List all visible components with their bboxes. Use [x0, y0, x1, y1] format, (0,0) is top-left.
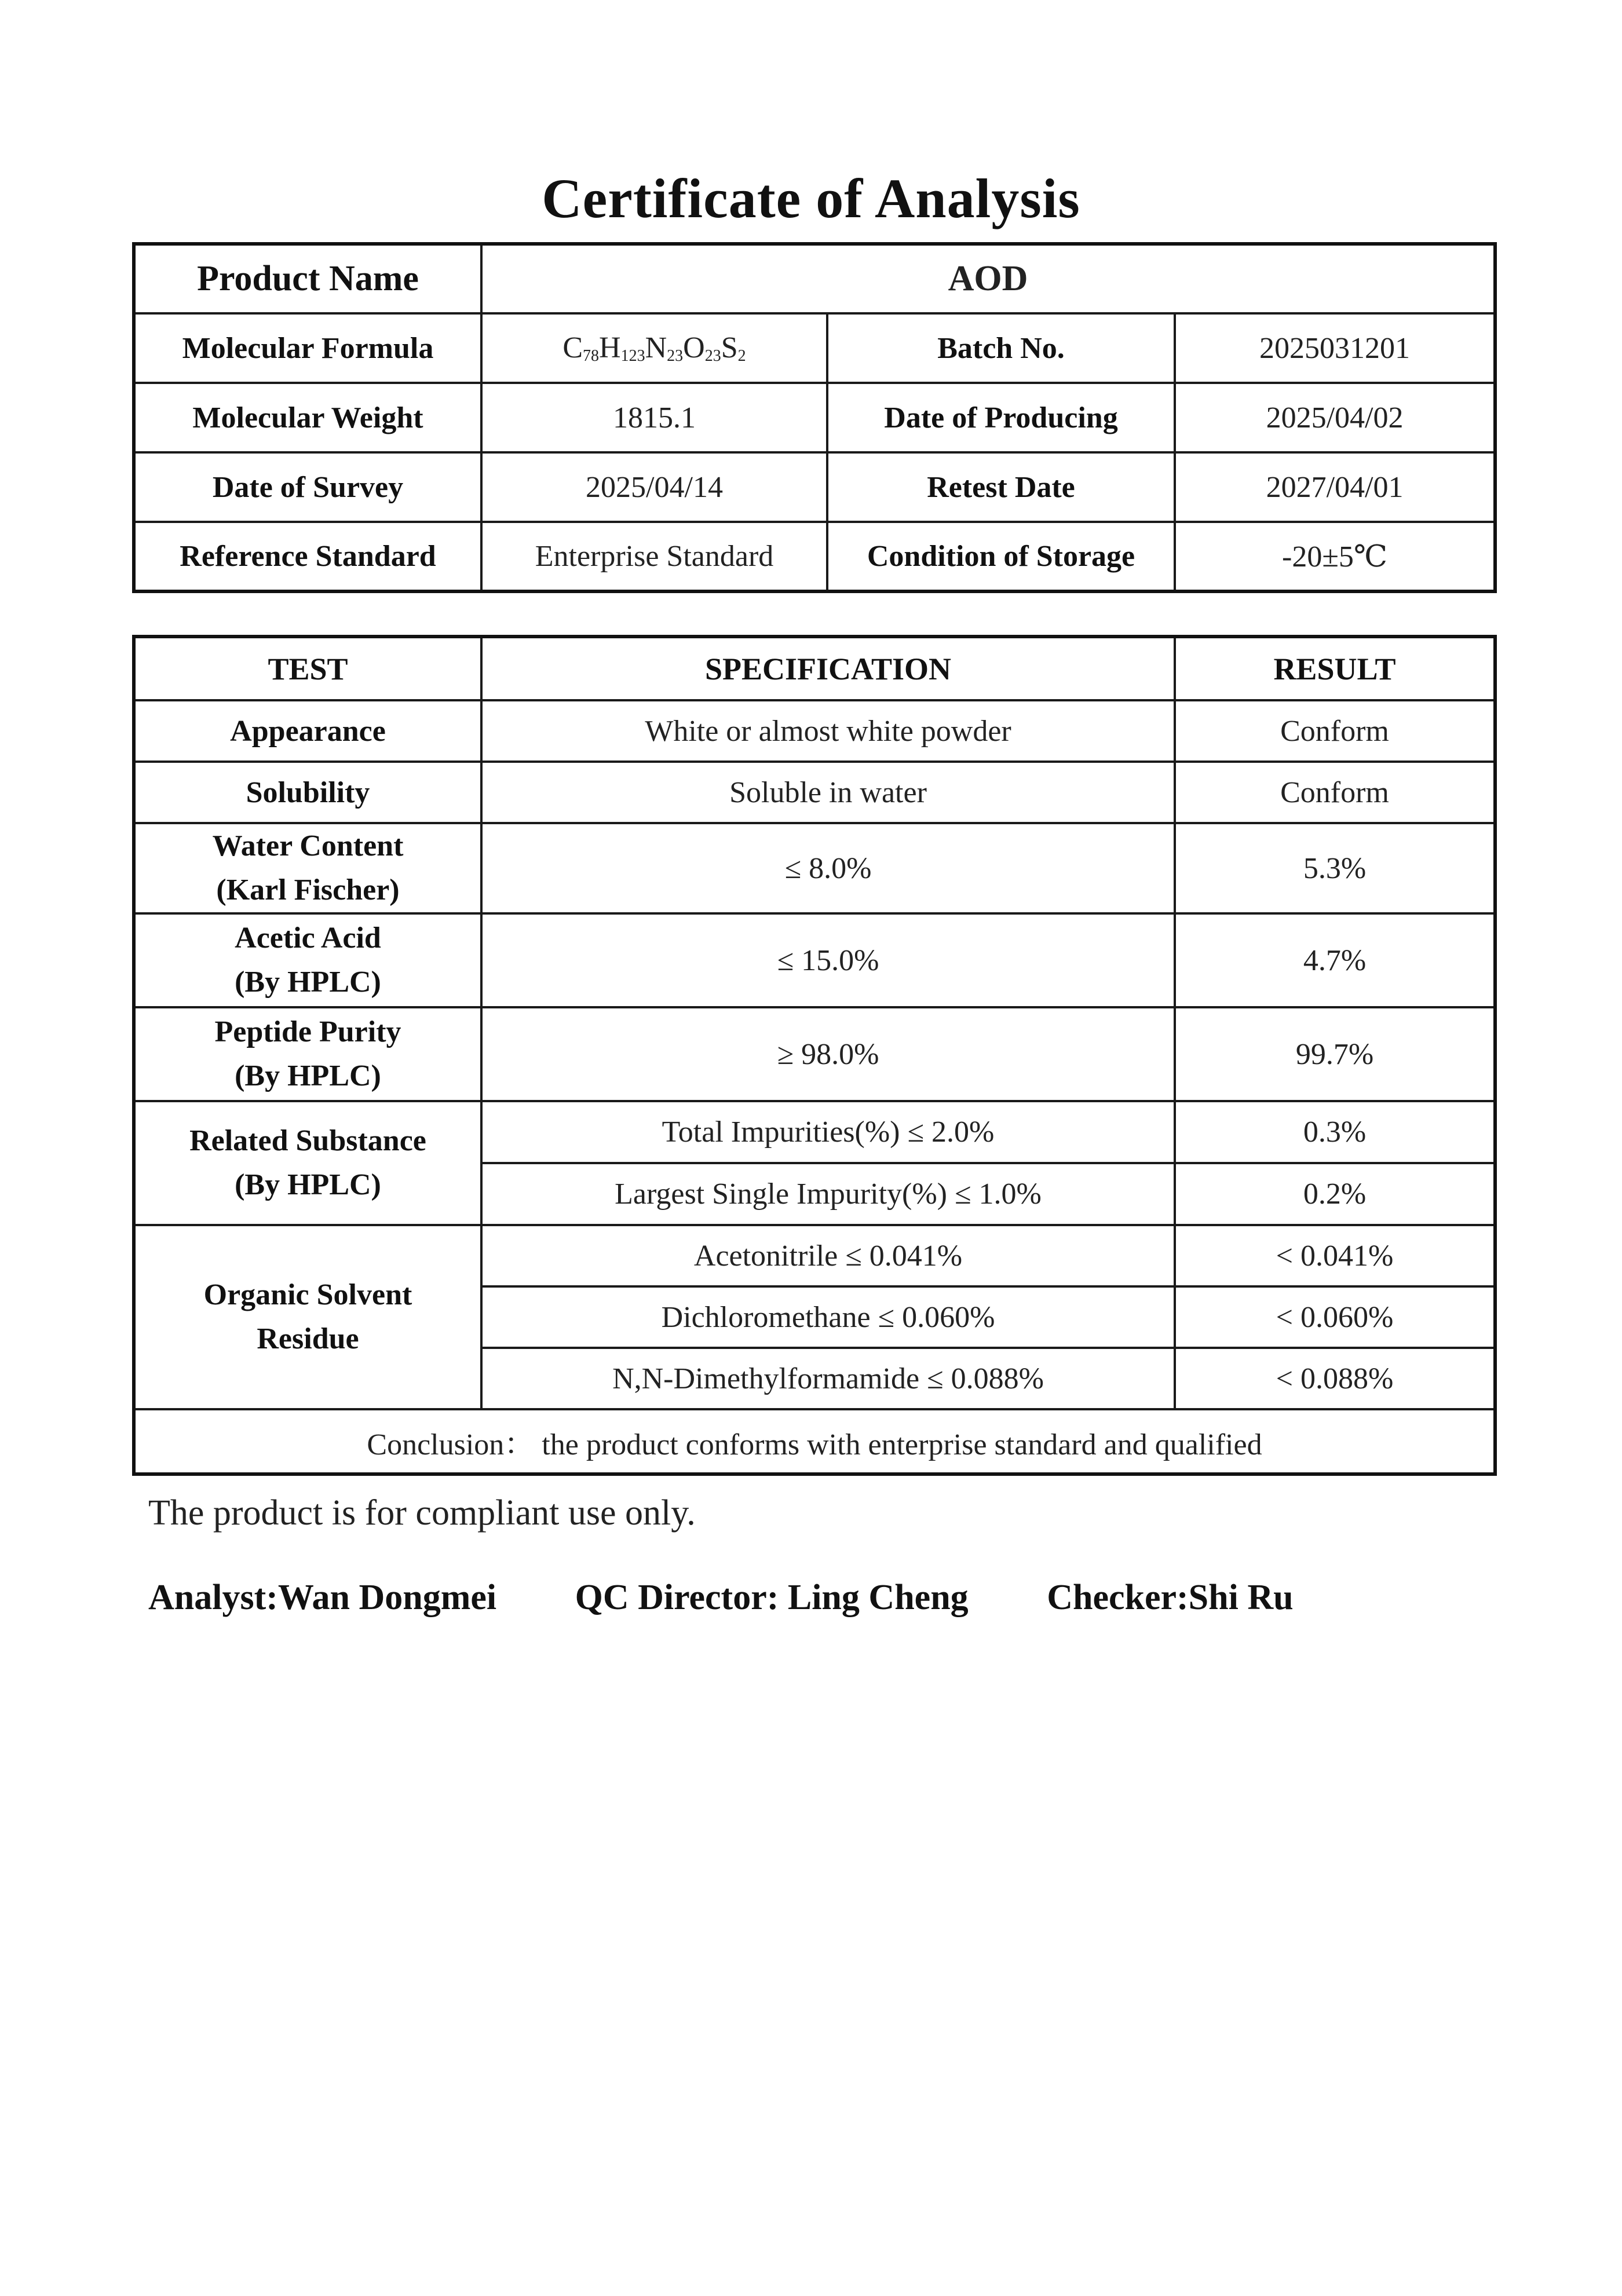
- peptide-purity-test: Peptide Purity (By HPLC): [134, 1007, 481, 1101]
- water-content-spec: ≤ 8.0%: [481, 823, 1175, 913]
- peptide-purity-spec: ≥ 98.0%: [481, 1007, 1175, 1101]
- molecular-weight-label: Molecular Weight: [134, 383, 481, 452]
- compliance-note: The product is for compliant use only.: [148, 1493, 696, 1533]
- table-row: [134, 700, 1495, 762]
- info-row: [134, 313, 1495, 383]
- page-title: Certificate of Analysis: [542, 167, 1080, 229]
- dichloromethane-result: < 0.060%: [1175, 1286, 1495, 1348]
- reference-standard-label: Reference Standard: [134, 522, 481, 591]
- test-column-header: TEST: [134, 637, 481, 700]
- retest-date-value: 2027/04/01: [1175, 452, 1495, 522]
- acetic-acid-spec: ≤ 15.0%: [481, 913, 1175, 1007]
- storage-condition-label: Condition of Storage: [827, 522, 1175, 591]
- date-of-producing-label: Date of Producing: [827, 383, 1175, 452]
- solubility-spec: Soluble in water: [481, 762, 1175, 823]
- checker-signature: Checker:Shi Ru: [1047, 1578, 1294, 1617]
- retest-date-label: Retest Date: [827, 452, 1175, 522]
- conclusion-row: [134, 1409, 1495, 1474]
- organic-solvent-test: Organic Solvent Residue: [134, 1225, 481, 1409]
- solubility-test: Solubility: [134, 762, 481, 823]
- info-row: [134, 452, 1495, 522]
- table-row: [134, 762, 1495, 823]
- table-row: [134, 1225, 1495, 1286]
- appearance-result: Conform: [1175, 700, 1495, 762]
- acetic-acid-result: 4.7%: [1175, 913, 1495, 1007]
- test-results-table: [132, 635, 1497, 1476]
- appearance-test: Appearance: [134, 700, 481, 762]
- reference-standard-value: Enterprise Standard: [481, 522, 827, 591]
- largest-single-impurity-result: 0.2%: [1175, 1163, 1495, 1225]
- related-substance-test: Related Substance (By HPLC): [134, 1101, 481, 1225]
- molecular-formula-value: $C_{78}H_{123}N_{23}O_{23}S_2$: [481, 313, 827, 383]
- total-impurities-spec: Total Impurities(%) ≤ 2.0%: [481, 1101, 1175, 1163]
- total-impurities-result: 0.3%: [1175, 1101, 1495, 1163]
- batch-no-label: Batch No.: [827, 313, 1175, 383]
- test-header-row: [134, 637, 1495, 700]
- dichloromethane-spec: Dichloromethane ≤ 0.060%: [481, 1286, 1175, 1348]
- solubility-result: Conform: [1175, 762, 1495, 823]
- specification-column-header: SPECIFICATION: [481, 637, 1175, 700]
- date-of-survey-value: 2025/04/14: [481, 452, 827, 522]
- product-name-label: Product Name: [134, 244, 481, 313]
- appearance-spec: White or almost white powder: [481, 700, 1175, 762]
- water-content-test: Water Content (Karl Fischer): [134, 823, 481, 913]
- table-row: [134, 1101, 1495, 1163]
- dimethylformamide-spec: N,N-Dimethylformamide ≤ 0.088%: [481, 1348, 1175, 1409]
- molecular-formula-label: Molecular Formula: [134, 313, 481, 383]
- acetonitrile-result: < 0.041%: [1175, 1225, 1495, 1286]
- qc-director-signature: QC Director: Ling Cheng: [575, 1578, 969, 1617]
- product-info-table: [132, 242, 1497, 593]
- signature-line: [148, 1574, 1481, 1621]
- product-name-value: AOD: [481, 244, 1495, 313]
- molecular-weight-value: 1815.1: [481, 383, 827, 452]
- table-row: [134, 1007, 1495, 1101]
- storage-condition-value: -20±5℃: [1175, 522, 1495, 591]
- date-of-producing-value: 2025/04/02: [1175, 383, 1495, 452]
- water-content-result: 5.3%: [1175, 823, 1495, 913]
- conclusion-text: Conclusion： the product conforms with enterprise standard and qualified: [134, 1409, 1495, 1474]
- dimethylformamide-result: < 0.088%: [1175, 1348, 1495, 1409]
- acetic-acid-test: Acetic Acid (By HPLC): [134, 913, 481, 1007]
- info-row: [134, 522, 1495, 591]
- peptide-purity-result: 99.7%: [1175, 1007, 1495, 1101]
- batch-no-value: 2025031201: [1175, 313, 1495, 383]
- date-of-survey-label: Date of Survey: [134, 452, 481, 522]
- table-row: [134, 823, 1495, 913]
- result-column-header: RESULT: [1175, 637, 1495, 700]
- largest-single-impurity-spec: Largest Single Impurity(%) ≤ 1.0%: [481, 1163, 1175, 1225]
- info-row: [134, 383, 1495, 452]
- product-name-row: [134, 244, 1495, 313]
- acetonitrile-spec: Acetonitrile ≤ 0.041%: [481, 1225, 1175, 1286]
- table-row: [134, 913, 1495, 1007]
- analyst-signature: Analyst:Wan Dongmei: [148, 1578, 497, 1617]
